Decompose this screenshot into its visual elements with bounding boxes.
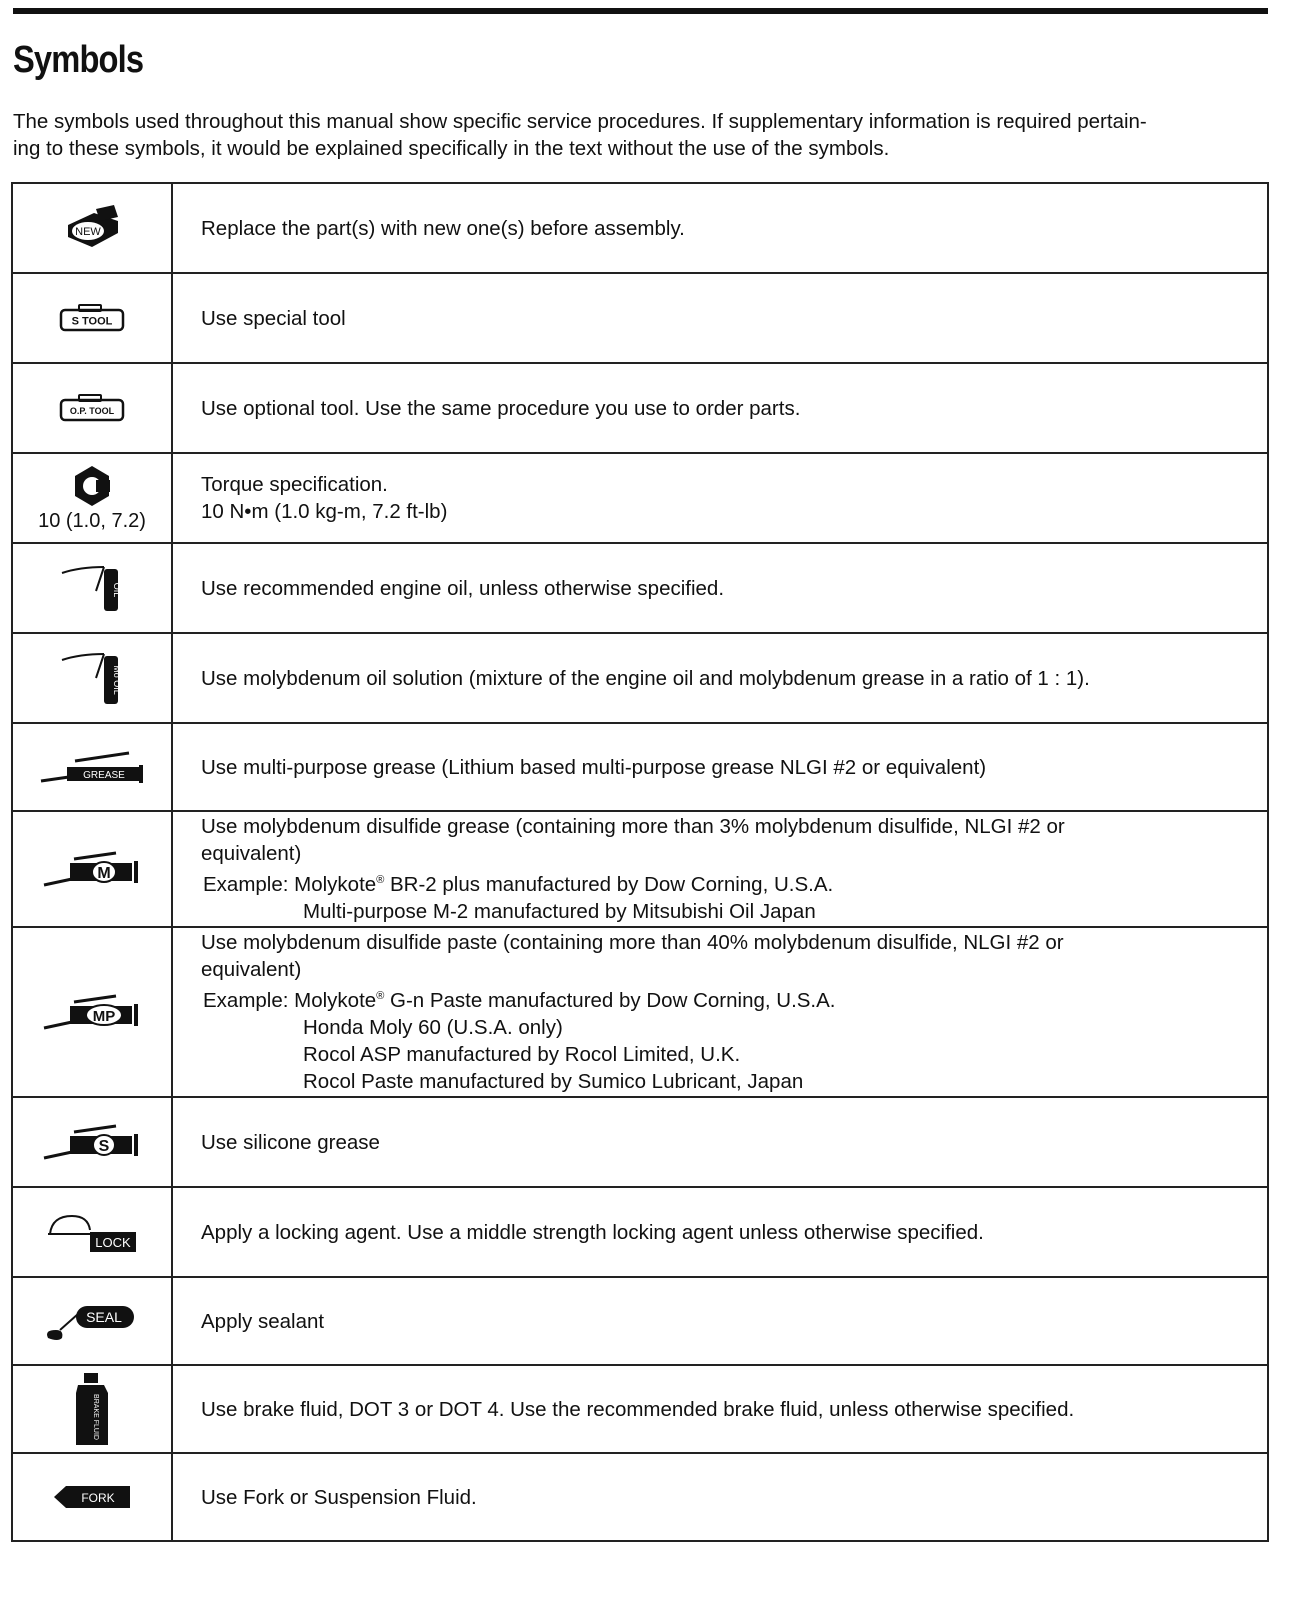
symbol-icon-cell [12, 633, 172, 723]
svg-text:Mo OIL: Mo OIL [112, 665, 122, 695]
symbol-description [172, 543, 1268, 633]
top-rule [13, 8, 1268, 14]
symbol-description [172, 723, 1268, 811]
symbol-row [12, 811, 1268, 927]
intro-paragraph [13, 108, 1273, 162]
svg-text:BRAKE FLUID: BRAKE FLUID [92, 1394, 99, 1440]
symbol-row [12, 1187, 1268, 1277]
description-text: Use recommended engine oil, unless otherwise specified. [201, 576, 725, 600]
torque-value: 10 N•m (1.0 kg-m, 7.2 ft-lb) [201, 500, 448, 523]
torque-wrench-icon [70, 464, 114, 508]
symbol-icon-cell [12, 1277, 172, 1365]
description-text: Use brake fluid, DOT 3 or DOT 4. Use the recommended brake fluid, unless otherwise specified. [201, 1397, 1075, 1421]
symbol-row [12, 1453, 1268, 1541]
symbol-description [172, 363, 1268, 453]
svg-text:O.P. TOOL: O.P. TOOL [69, 406, 115, 416]
new-part-icon [60, 203, 124, 253]
description-text: Replace the part(s) with new one(s) before assembly. [201, 216, 685, 240]
registered-mark: ® [376, 990, 385, 1003]
symbol-description [172, 1277, 1268, 1365]
example-line: Honda Moly 60 (U.S.A. only) [303, 1015, 563, 1039]
registered-mark: ® [376, 874, 385, 887]
symbol-description [172, 183, 1268, 273]
svg-text:OIL: OIL [112, 582, 122, 598]
example-line [201, 983, 1267, 1014]
symbol-row [12, 453, 1268, 543]
symbol-row [12, 543, 1268, 633]
description-text: Use Fork or Suspension Fluid. [201, 1485, 477, 1509]
description-text: Apply a locking agent. Use a middle strength locking agent unless otherwise specified. [201, 1220, 984, 1244]
torque-caption: 10 (1.0, 7.2) [38, 509, 146, 532]
description-text: Use molybdenum disulfide paste (containing more than 40% molybdenum disulfide, NLGI #2 or [201, 931, 1064, 955]
symbol-icon-cell [12, 1187, 172, 1277]
silicone-grease-icon [42, 1122, 142, 1162]
moly-paste-icon [42, 992, 142, 1032]
example-line [201, 867, 1267, 898]
description-text: Use silicone grease [201, 1130, 380, 1154]
example-line: Rocol ASP manufactured by Rocol Limited, U.K. [303, 1042, 741, 1066]
symbol-row [12, 273, 1268, 363]
svg-text:FORK: FORK [81, 1491, 115, 1505]
moly-grease-icon [42, 849, 142, 889]
symbols-table [11, 182, 1269, 1542]
molybdenum-oil-icon [60, 650, 124, 706]
fork-fluid-icon [52, 1480, 132, 1514]
symbol-row [12, 927, 1268, 1097]
symbol-row [12, 633, 1268, 723]
symbol-description [172, 927, 1268, 1097]
locking-agent-icon [44, 1210, 140, 1254]
symbol-icon-cell [12, 1365, 172, 1453]
symbol-icon-cell [12, 927, 172, 1097]
symbol-icon-cell [12, 453, 172, 543]
description-text: Use optional tool. Use the same procedure you use to order parts. [201, 396, 801, 420]
page-title: Symbols [13, 39, 144, 81]
symbol-icon-cell [12, 811, 172, 927]
symbol-description [172, 1097, 1268, 1187]
example-prefix: Example: Molykote [203, 988, 377, 1012]
svg-text:GREASE: GREASE [83, 770, 125, 781]
description-text: Use molybdenum disulfide grease (containing more than 3% molybdenum disulfide, NLGI #2 or [201, 815, 1065, 839]
intro-line: ing to these symbols, it would be explained specifically in the text without the use of the symbols. [13, 137, 890, 160]
symbol-row [12, 723, 1268, 811]
svg-text:SEAL: SEAL [86, 1309, 122, 1325]
special-tool-icon [59, 303, 125, 333]
description-text: equivalent) [201, 958, 302, 982]
symbol-description [172, 633, 1268, 723]
symbol-icon-cell [12, 363, 172, 453]
symbol-icon-cell [12, 723, 172, 811]
symbol-icon-cell [12, 273, 172, 363]
engine-oil-icon [60, 563, 124, 613]
symbol-icon-cell [12, 1097, 172, 1187]
svg-text:NEW: NEW [75, 226, 101, 238]
intro-line: The symbols used throughout this manual show specific service procedures. If supplementary information is required pertain- [13, 110, 1147, 133]
symbol-row [12, 1097, 1268, 1187]
symbol-description [172, 453, 1268, 543]
example-line: Multi-purpose M-2 manufactured by Mitsubishi Oil Japan [303, 899, 816, 923]
symbol-description [172, 273, 1268, 363]
brake-fluid-icon [72, 1371, 112, 1447]
example-line: Rocol Paste manufactured by Sumico Lubricant, Japan [303, 1069, 804, 1093]
svg-text:S: S [98, 1138, 110, 1155]
description-text: Torque specification. [201, 473, 388, 496]
symbol-row [12, 183, 1268, 273]
symbol-row [12, 1277, 1268, 1365]
example-text: G-n Paste manufactured by Dow Corning, U.S.A. [384, 988, 836, 1012]
svg-text:MP: MP [92, 1008, 116, 1025]
svg-text:LOCK: LOCK [95, 1235, 131, 1250]
description-text: equivalent) [201, 842, 302, 866]
symbol-description [172, 1453, 1268, 1541]
description-text: Apply sealant [201, 1309, 325, 1333]
sealant-icon [42, 1298, 142, 1344]
example-prefix: Example: Molykote [203, 872, 377, 896]
optional-tool-icon [59, 393, 125, 423]
symbol-description [172, 1365, 1268, 1453]
symbol-icon-cell [12, 183, 172, 273]
symbol-description [172, 1187, 1268, 1277]
grease-gun-icon [39, 747, 145, 787]
svg-text:S TOOL: S TOOL [71, 315, 113, 328]
symbol-icon-cell [12, 543, 172, 633]
symbol-icon-cell [12, 1453, 172, 1541]
description-text: Use special tool [201, 306, 346, 330]
symbol-row [12, 363, 1268, 453]
example-text: BR-2 plus manufactured by Dow Corning, U.S.A. [384, 872, 834, 896]
symbol-row [12, 1365, 1268, 1453]
symbol-description [172, 811, 1268, 927]
description-text: Use multi-purpose grease (Lithium based multi-purpose grease NLGI #2 or equivalent) [201, 755, 987, 779]
description-text: Use molybdenum oil solution (mixture of the engine oil and molybdenum grease in a ratio of 1 : 1). [201, 666, 1090, 690]
svg-text:M: M [97, 865, 111, 882]
